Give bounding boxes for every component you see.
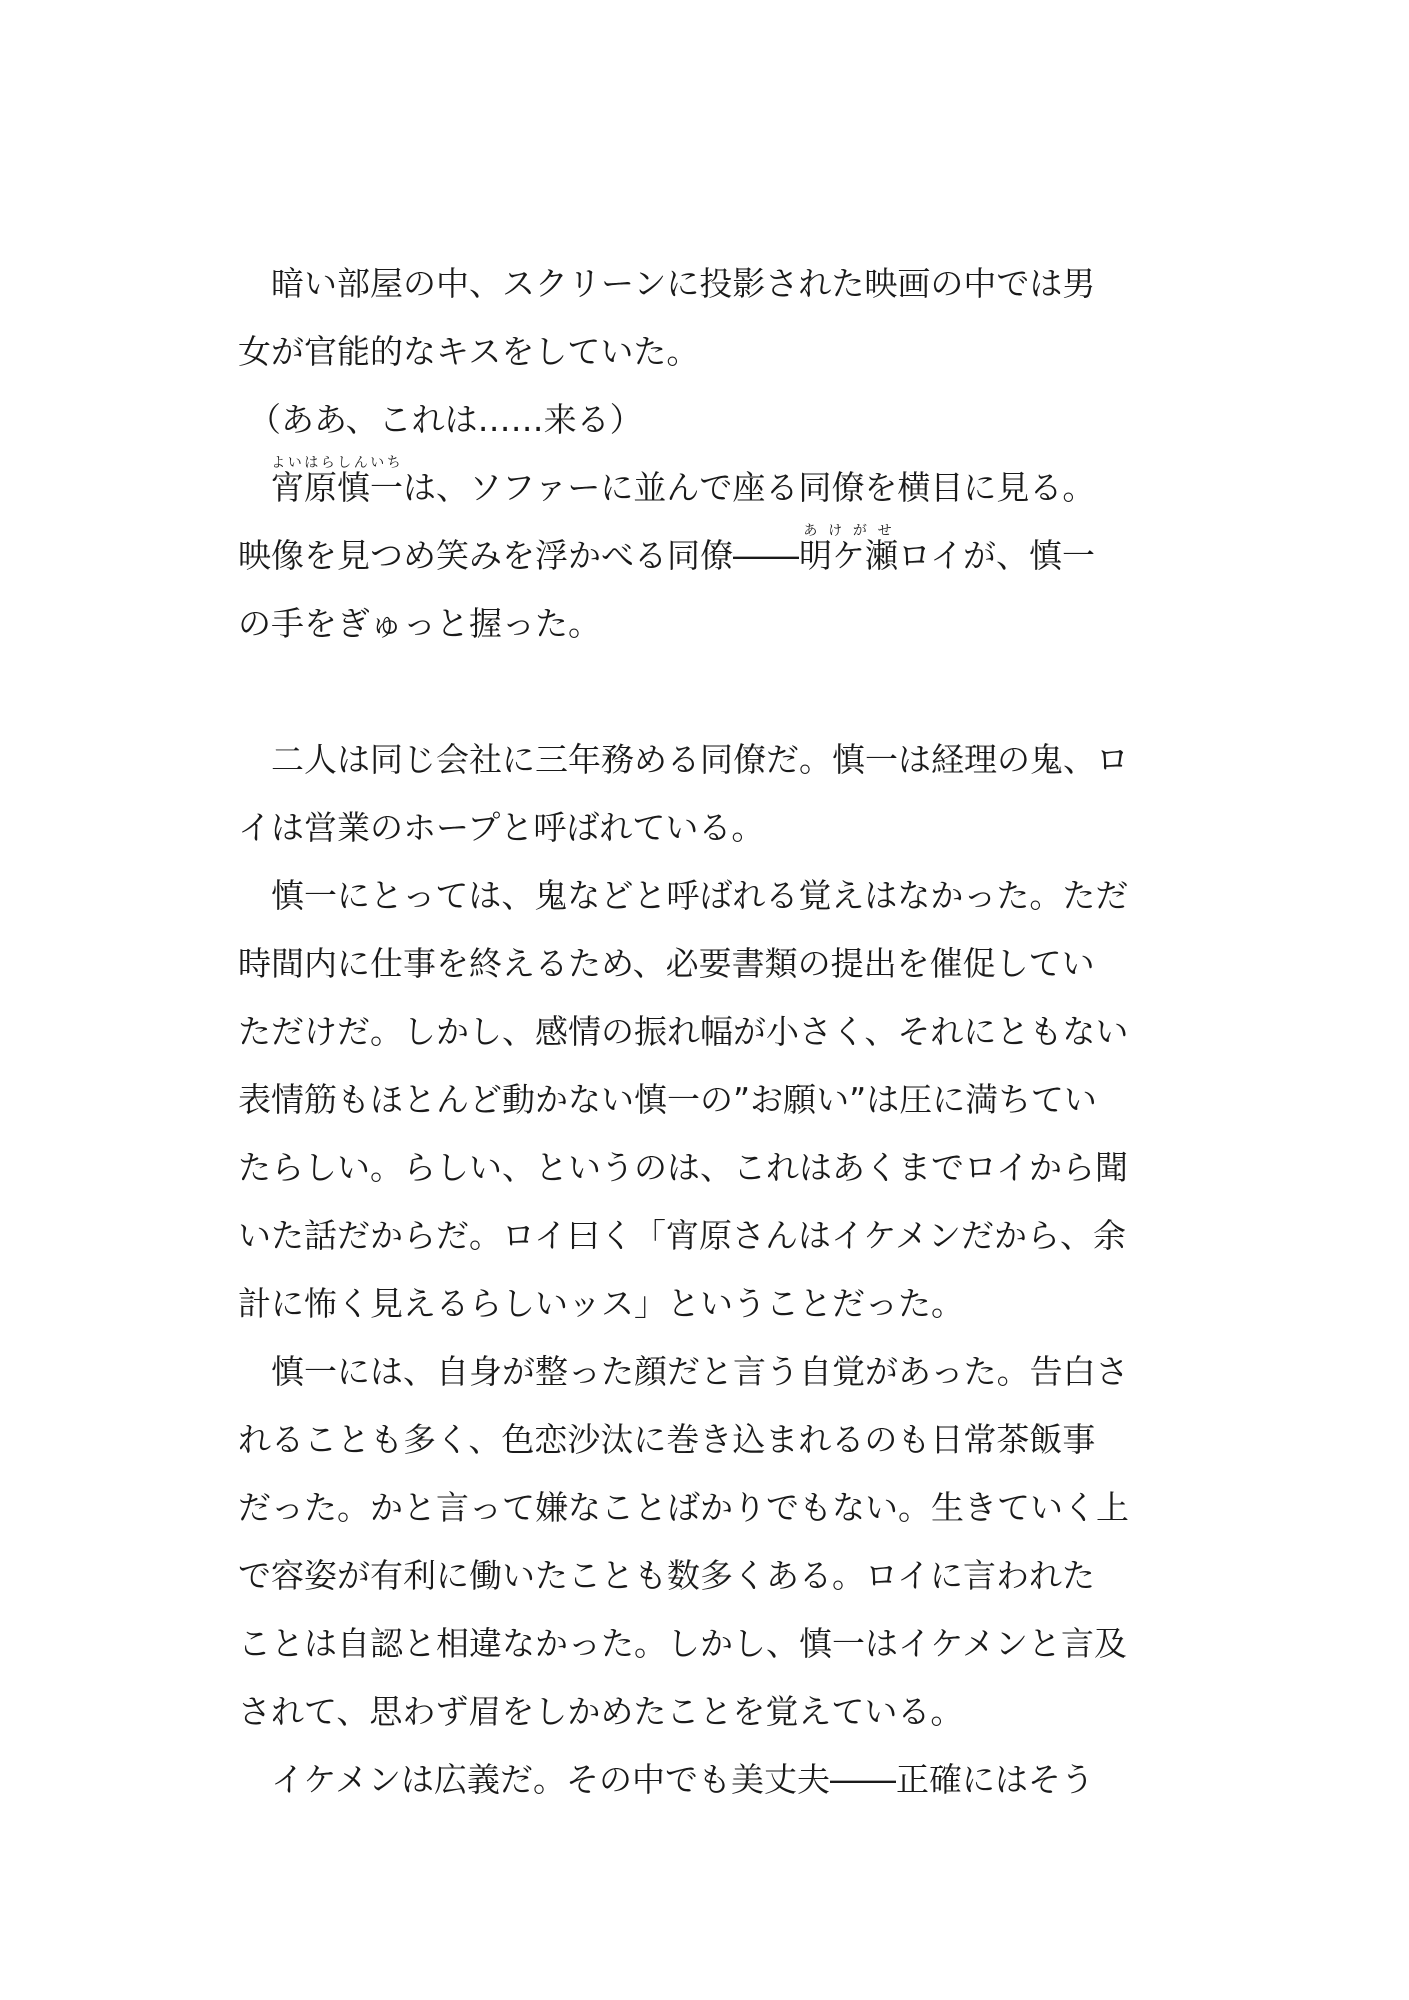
paragraph-2-line-2 [238, 522, 1178, 590]
paragraph-5-line-4: で容姿が有利に働いたことも数多くある。ロイに言われた [238, 1556, 1096, 1595]
paragraph-5-line-3: だった。かと言って嫌なことばかりでもない。生きていく上 [238, 1488, 1129, 1527]
paragraph-4-line-4: 表情筋もほとんど動かない慎一の”お願い”は圧に満ちてい [238, 1080, 1097, 1119]
paragraph-3-line-2: イは営業のホープと呼ばれている。 [238, 808, 765, 847]
paragraph-2-line-1 [238, 454, 1178, 522]
name-furigana-akegase: あけがせ [799, 523, 898, 539]
inner-thought-line: （ああ、これは……来る） [248, 400, 643, 439]
paragraph-5-line-6: されて、思わず眉をしかめたことを覚えている。 [238, 1692, 964, 1731]
paragraph-4-line-1: 慎一にとっては、鬼などと呼ばれる覚えはなかった。ただ [271, 876, 1129, 915]
paragraph-2-line-2-after: ロイが、慎一 [898, 536, 1096, 575]
paragraph-4-line-5: たらしい。らしい、というのは、これはあくまでロイから聞 [238, 1148, 1129, 1187]
paragraph-3-line-1: 二人は同じ会社に三年務める同僚だ。慎一は経理の鬼、ロ [271, 740, 1129, 779]
scene-break-spacer [238, 658, 1178, 726]
name-ruby-akegase [799, 523, 898, 575]
novel-body-text [238, 250, 1178, 1814]
paragraph-5-line-5: ことは自認と相違なかった。しかし、慎一はイケメンと言及 [238, 1624, 1128, 1663]
name-ruby-shinichi [271, 455, 403, 507]
paragraph-4-line-2: 時間内に仕事を終えるため、必要書類の提出を催促してい [238, 944, 1095, 983]
paragraph-1-line-1: 暗い部屋の中、スクリーンに投影された映画の中では男 [271, 264, 1096, 303]
paragraph-1-line-2: 女が官能的なキスをしていた。 [238, 332, 700, 371]
paragraph-2-line-3: の手をぎゅっと握った。 [238, 604, 601, 643]
paragraph-2-line-1-rest: は、ソファーに並んで座る同僚を横目に見る。 [403, 468, 1096, 507]
name-base-shinichi: 宵原慎一 [271, 468, 403, 507]
name-furigana-shinichi: よいはらしんいち [271, 455, 403, 471]
name-base-akegase: 明ケ瀬 [799, 536, 898, 575]
paragraph-5-line-1: 慎一には、自身が整った顔だと言う自覚があった。告白さ [271, 1352, 1129, 1391]
paragraph-4-line-3: ただけだ。しかし、感情の振れ幅が小さく、それにともない [238, 1012, 1129, 1051]
paragraph-2-line-2-before: 映像を見つめ笑みを浮かべる同僚―― [238, 536, 799, 575]
paragraph-6-line-1: イケメンは広義だ。その中でも美丈夫――正確にはそう [271, 1760, 1095, 1799]
paragraph-4-line-6: いた話だからだ。ロイ曰く「宵原さんはイケメンだから、余 [238, 1216, 1127, 1255]
paragraph-5-line-2: れることも多く、色恋沙汰に巻き込まれるのも日常茶飯事 [238, 1420, 1096, 1459]
paragraph-4-line-7: 計に怖く見えるらしいッス」ということだった。 [238, 1284, 964, 1323]
